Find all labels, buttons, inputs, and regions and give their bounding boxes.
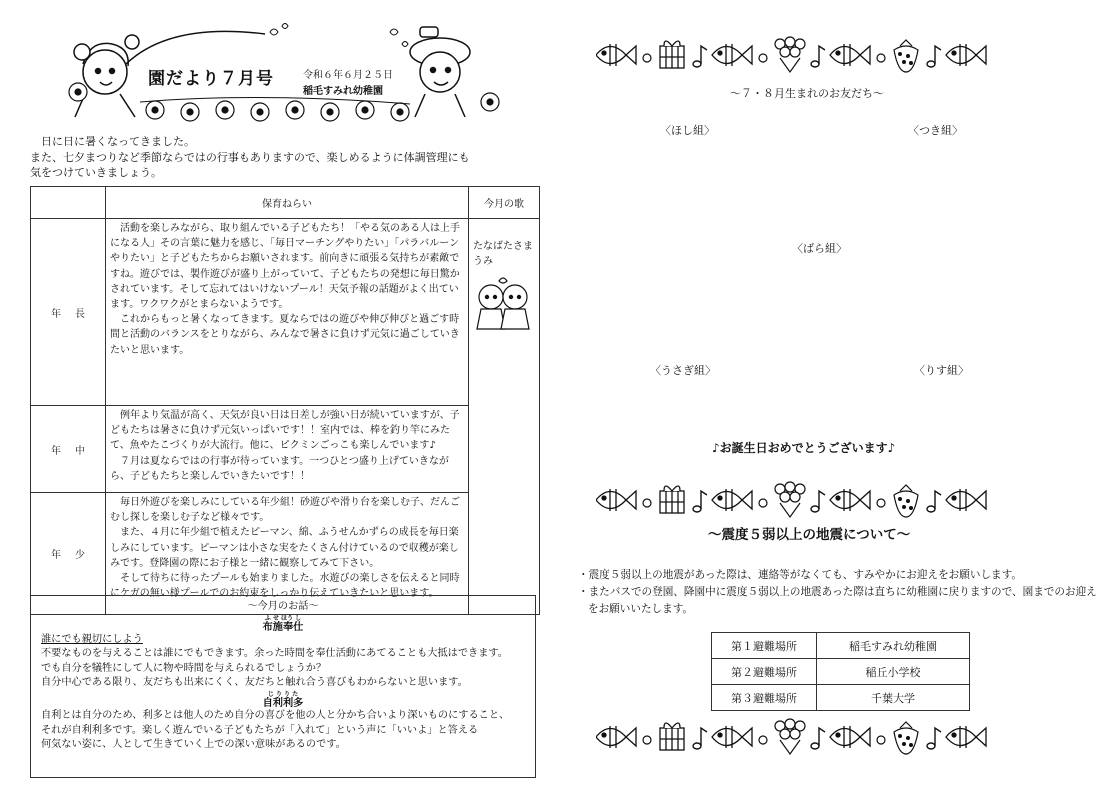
class-bara: 〈ばら組〉 bbox=[792, 242, 847, 255]
fish-icon bbox=[596, 44, 636, 66]
fish-icon bbox=[596, 489, 636, 511]
intro-text: 日に日に暑くなってきました。 また、七夕まつりなど季節ならではの行事もありますので、楽しめるように体調管理にも 気をつけていきましょう。 bbox=[30, 135, 470, 179]
header-goals: 保育ねらい bbox=[106, 187, 469, 219]
story-heading: ～今月のお話～ bbox=[247, 601, 319, 612]
present-icon bbox=[660, 723, 684, 750]
header-blank bbox=[31, 187, 106, 219]
music-note-icon bbox=[811, 46, 825, 67]
birthday-congrats: ♪お誕生日おめでとうございます♪ bbox=[712, 441, 896, 455]
music-note-icon bbox=[693, 46, 707, 67]
grade-label: 年長 bbox=[31, 219, 106, 406]
bubble-icon bbox=[643, 736, 651, 744]
grade-label: 年中 bbox=[31, 406, 106, 493]
goal-text: 例年より気温が高く、天気が良い日は日差しが強い日が続いていますが、子どもたちは暑さに負けず元気いっぱいです！！室内では、棒を釣り竿にみたて、魚やたこづくりが大流行。他に、ピクミンごっこも楽しんでいます♪ ７月は夏ならではの行事が待っています。一つひとつ盛り上げていきながら、子どもたちと楽しんでいきたいです！！ bbox=[106, 406, 469, 493]
flower-bouquet-icon bbox=[775, 482, 805, 517]
music-note-icon bbox=[811, 728, 825, 749]
newsletter-title: 園だより７月号 bbox=[148, 69, 274, 89]
bubble-icon bbox=[759, 736, 767, 744]
music-note-icon bbox=[693, 728, 707, 749]
table-row: 第３避難場所 千葉大学 bbox=[712, 685, 970, 711]
present-icon bbox=[660, 486, 684, 513]
story-subtitle: 誰にでも親切にしよう bbox=[41, 633, 143, 645]
fish-icon bbox=[712, 44, 752, 66]
music-note-icon bbox=[927, 491, 941, 512]
bubble-icon bbox=[759, 54, 767, 62]
fish-icon bbox=[596, 726, 636, 748]
bubble-icon bbox=[877, 499, 885, 507]
song-title: たなばたさま うみ bbox=[473, 241, 543, 267]
fish-icon bbox=[712, 726, 752, 748]
grade-label: 年少 bbox=[31, 493, 106, 615]
strawberry-icon bbox=[894, 485, 918, 517]
header-song: 今月の歌 bbox=[469, 187, 540, 219]
birthday-section-title: ～７・８月生まれのお友だち～ bbox=[730, 87, 884, 100]
song-cell bbox=[469, 219, 543, 615]
decorative-border-bottom bbox=[596, 714, 1066, 763]
boy-illustration bbox=[410, 27, 470, 117]
present-icon bbox=[660, 41, 684, 68]
table-row: 第１避難場所 稲毛すみれ幼稚園 bbox=[712, 633, 970, 659]
school-name: 稲毛すみれ幼稚園 bbox=[303, 86, 383, 97]
flower-bouquet-icon bbox=[775, 37, 805, 72]
class-risu: 〈りす組〉 bbox=[914, 364, 969, 377]
bubble-icon bbox=[643, 499, 651, 507]
monthly-story-box: ～今月のお話～ ふ せ ほう し 布施奉仕 誰にでも親切にしよう 不要なものを与えることは誰にでもできます。余った時間を奉仕活動にあてることも大抵はできます。 でも自分を犠牲にして人に物や時間を与えられるでしょうか？ 自分中心である限り、友だちも出来にくく、友だちと触れ合う喜びもわからないと思います。 じ り り た 自利利多 自利とは自分のため、利多とは他人のため自分の喜びを他の人と分かち合いより深いものにすること、 それが自利利多です。楽しく遊んでいる子どもたちが「入れて」という声に「いいよ」と答える 何気ない姿に、人として生きていく上での深い意味があるのです。 bbox=[30, 595, 536, 778]
class-usagi: 〈うさぎ組〉 bbox=[650, 364, 716, 377]
class-hoshi: 〈ほし組〉 bbox=[660, 124, 715, 137]
music-note-icon bbox=[927, 728, 941, 749]
goal-text: 活動を楽しみながら、取り組んでいる子どもたち！「やる気のある人は上手になる人」その言葉に魅力を感じ、「毎日マーチングやりたい」「パラバルーンやりたい」と子どもたちからお願いされます。前向きに頑張る気持ちが素敵ですね。遊びでは、製作遊びが盛り上がっていて、子どもたちの発想に毎日驚かされています。そして忘れてはいけないプール！天気予報の話題がよく出ています。ワクワクがとまらないようです。 これからもっと暑くなってきます。夏ならではの遊びや伸び伸びと過ごす時間と活動のバランスをとりながら、みんなで暑さに負けず元気に過ごしていきたいと思います。 bbox=[106, 219, 469, 406]
header-illustration bbox=[60, 22, 515, 122]
bubble-icon bbox=[877, 54, 885, 62]
bubble-icon bbox=[643, 54, 651, 62]
fish-icon bbox=[830, 489, 870, 511]
fish-icon bbox=[830, 44, 870, 66]
decorative-border-top bbox=[596, 32, 1066, 81]
evacuation-table bbox=[711, 632, 970, 711]
childcare-goals-table bbox=[30, 186, 543, 615]
music-note-icon bbox=[811, 491, 825, 512]
goal-text: 毎日外遊びを楽しみにしている年少組！砂遊びや滑り台を楽しむ子、だんごむし探しを楽しむ子など様々です。 また、４月に年少組で植えたピーマン、綿、ふうせんかずらの成長を毎日楽しみにしています。ピーマンは小さな実をたくさん付けているので収穫が楽しみです。登降園の際にお子様と一緒に観察してみて下さい。 そして待ちに待ったプールも始まりました。水遊びの楽しさを伝えると同時にケガの無い様プールでのお約束をしっかり伝えていきたいと思います。 bbox=[106, 493, 469, 615]
fish-icon bbox=[946, 726, 986, 748]
music-note-icon bbox=[693, 491, 707, 512]
music-note-icon bbox=[927, 46, 941, 67]
flower-bouquet-icon bbox=[775, 719, 805, 754]
issue-date: 令和６年６月２５日 bbox=[303, 70, 393, 81]
story-word2: じ り り た 自利利多 bbox=[262, 690, 304, 709]
fish-icon bbox=[712, 489, 752, 511]
strawberry-icon bbox=[894, 722, 918, 754]
fish-icon bbox=[830, 726, 870, 748]
table-row bbox=[31, 406, 540, 493]
story-word1: ふ せ ほう し 布施奉仕 bbox=[262, 614, 304, 633]
decorative-border-middle bbox=[596, 477, 1066, 526]
earthquake-title: ～震度５弱以上の地震について～ bbox=[708, 527, 911, 543]
fish-icon bbox=[946, 44, 986, 66]
tanabata-couple-illustration bbox=[473, 275, 533, 331]
fish-icon bbox=[946, 489, 986, 511]
table-row bbox=[31, 219, 540, 406]
class-tsuki: 〈つき組〉 bbox=[908, 124, 963, 137]
bubble-icon bbox=[877, 736, 885, 744]
earthquake-notes: ・震度５弱以上の地震があった際は、連絡等がなくても、すみやかにお迎えをお願いします。 ・またバスでの登園、降園中に震度５弱以上の地震あった際は直ちに幼稚園に戻りますので、園までのお迎えをお願いいたします。 bbox=[578, 569, 1097, 615]
strawberry-icon bbox=[894, 40, 918, 72]
bubble-icon bbox=[759, 499, 767, 507]
table-row: 第２避難場所 稲丘小学校 bbox=[712, 659, 970, 685]
